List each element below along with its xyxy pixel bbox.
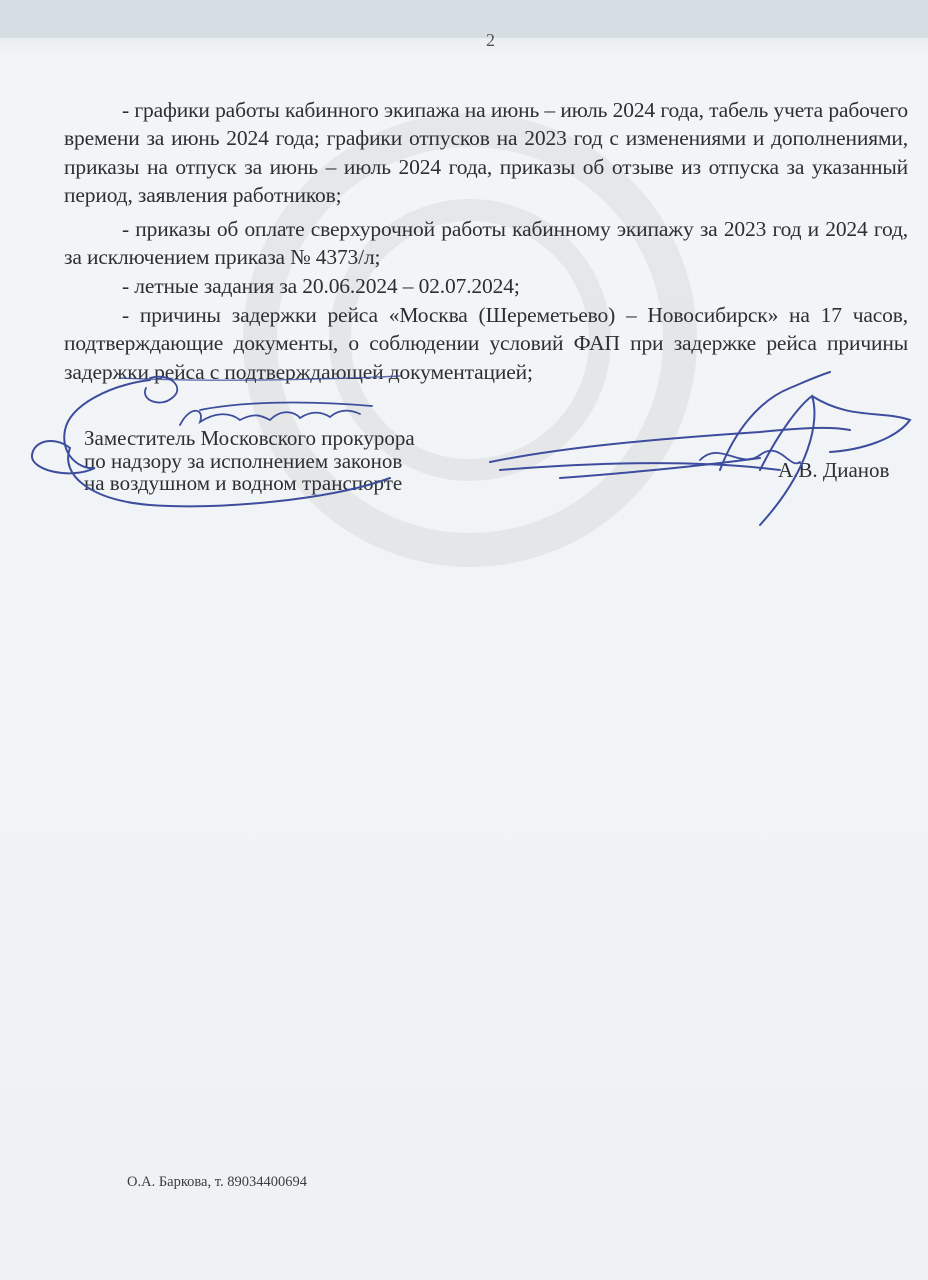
page-number: 2: [486, 30, 495, 50]
signatory-title-line: Заместитель Московского прокурора: [84, 426, 415, 450]
approval-scribble: [180, 403, 372, 425]
list-item: [64, 215, 908, 272]
list-item-text: - графики работы кабинного экипажа на июнь – июль 2024 года, табель учета рабочего времени за июнь 2024 года; графики отпусков на 2023 год с изменениями и дополнениями, приказы на отпуск за июнь – июль 2024 года, приказы об отзыве из отпуска за указанный период, заявления работников;: [64, 98, 908, 208]
executor-contact: О.А. Баркова, т. 89034400694: [127, 1174, 307, 1190]
list-item-text: - приказы об оплате сверхурочной работы кабинному экипажу за 2023 год и 2024 год, за исключением приказа № 4373/л;: [64, 217, 908, 270]
list-item-text: - летные задания за 20.06.2024 – 02.07.2024;: [122, 274, 520, 298]
signatory-title-line: по надзору за исполнением законов: [84, 448, 403, 473]
signatory-title-line: на воздушном и водном транспорте: [84, 471, 403, 495]
list-item: [64, 272, 908, 300]
signatory-title: [84, 427, 504, 495]
list-item: [64, 96, 908, 210]
signer-name: А.В. Дианов: [778, 458, 890, 482]
list-item: [64, 301, 908, 386]
list-item-text: - причины задержки рейса «Москва (Шереметьево) – Новосибирск» на 17 часов, подтверждающие документы, о соблюдении условий ФАП при задержке рейса причины задержки рейса с подтверждающей документацией;: [64, 303, 908, 384]
scan-top-band: [0, 0, 928, 38]
signer-signature: [720, 372, 910, 525]
